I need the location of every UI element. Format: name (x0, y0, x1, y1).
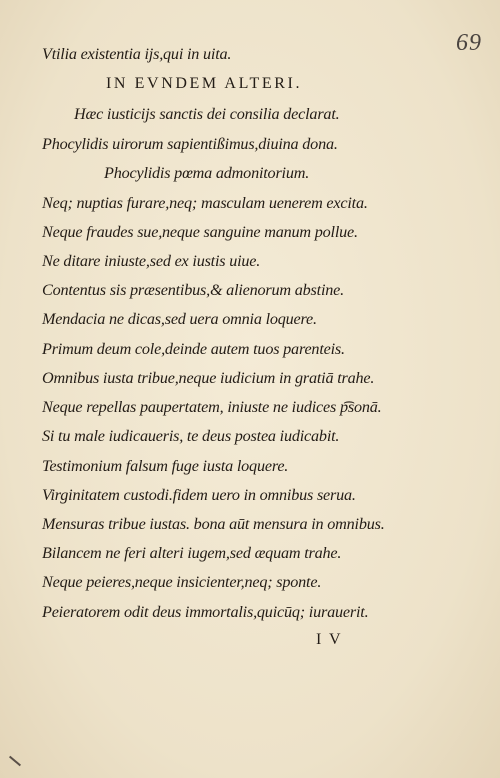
text-line: Neq; nuptias furare,neq; masculam uenerem excita. (42, 194, 368, 212)
text-line: Virginitatem custodi.fidem uero in omnibus serua. (42, 486, 356, 504)
text-line: Hæc iusticijs sanctis dei consilia declarat. (74, 105, 340, 123)
text-line: Si tu male iudicaueris, te deus postea iudicabit. (42, 427, 340, 445)
page-number: 69 (456, 30, 482, 56)
subheading: Phocylidis pœma admonitorium. (104, 164, 310, 182)
text-line: Neque peieres,neque insicienter,neq; sponte. (42, 573, 322, 591)
text-line: Neque fraudes sue,neque sanguine manum pollue. (42, 223, 358, 241)
text-line: Phocylidis uirorum sapientißimus,diuina dona. (42, 135, 338, 153)
section-heading: IN EVNDEM ALTERI. (106, 75, 303, 92)
text-line: Ne ditare iniuste,sed ex iustis uiue. (42, 252, 261, 270)
text-line: Testimonium falsum fuge iusta loquere. (42, 457, 289, 475)
signature-mark: I V (316, 631, 343, 648)
text-line: Peieratorem odit deus immortalis,quicūq; iurauerit. (42, 603, 369, 621)
text-line: Omnibus iusta tribue,neque iudicium in gratiā trahe. (42, 369, 375, 387)
text-line: Bilancem ne feri alteri iugem,sed æquam trahe. (42, 544, 342, 562)
text-line: Vtilia existentia ijs,qui in uita. (42, 45, 232, 63)
text-line: Neque repellas paupertatem, iniuste ne iudices p͡sonā. (42, 398, 382, 416)
text-line: Contentus sis præsentibus,& alienorum abstine. (42, 281, 344, 299)
text-line: Primum deum cole,deinde autem tuos parenteis. (42, 340, 345, 358)
text-line: Mendacia ne dicas,sed uera omnia loquere. (42, 310, 317, 328)
text-line: Mensuras tribue iustas. bona aūt mensura in omnibus. (42, 515, 385, 533)
corner-mark (9, 756, 21, 767)
